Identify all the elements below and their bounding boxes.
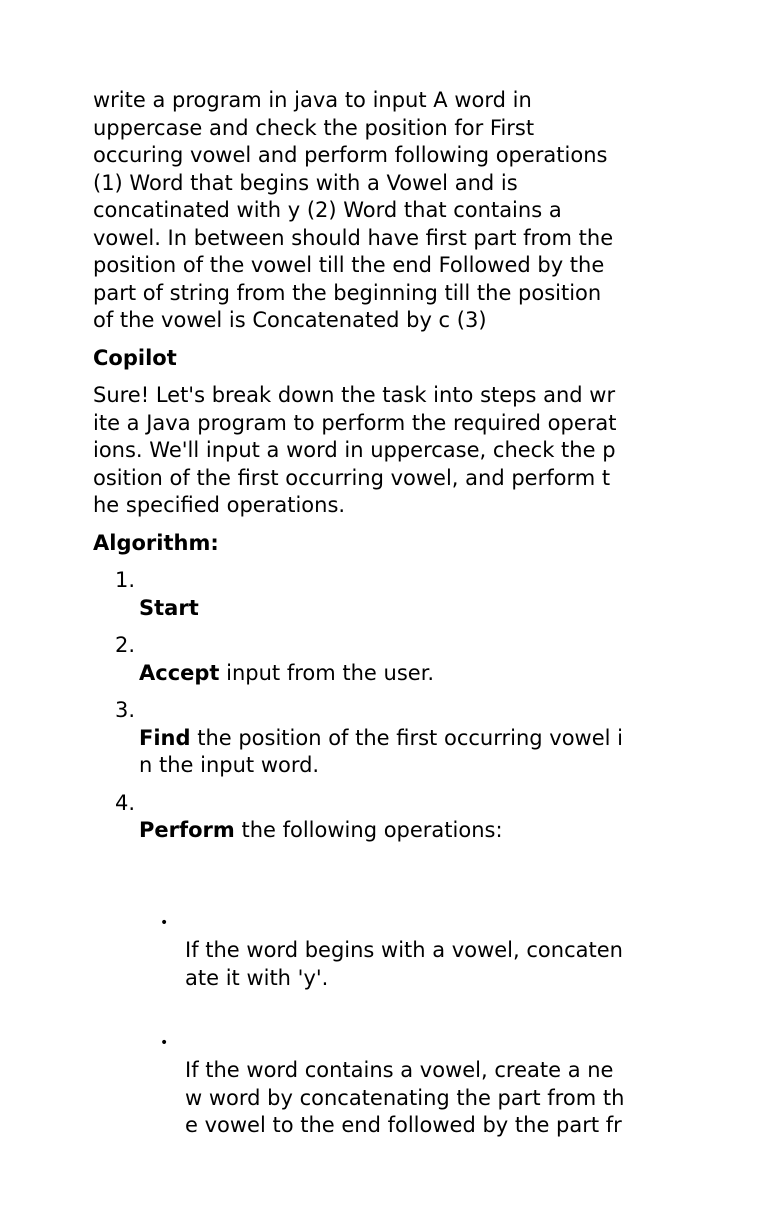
step-text: the following operations: xyxy=(234,818,503,842)
step-keyword: Find xyxy=(139,725,191,750)
step-text: input from the user. xyxy=(219,660,435,685)
step-keyword: Start xyxy=(139,595,199,620)
assistant-name: Copilot xyxy=(93,345,177,370)
bullet-icon: • xyxy=(160,914,169,931)
step-item xyxy=(93,790,678,1205)
list-item xyxy=(139,910,678,993)
step-item xyxy=(93,697,678,780)
intro-text: Sure! Let's break down the task into steps and wr ite a Java program to perform the required operat ions. We'll input a word in uppercase, check the p osition of the first occurring vowel, and perform t he specified operations. xyxy=(93,383,617,517)
step-keyword: Perform xyxy=(139,818,235,842)
question-text: write a program in java to input A word in uppercase and check the position for First occuring vowel and perform following operations (1) Word that begins with a Vowel and is concatinated with y (2) Word that contains a vowel. In between should have first part from the position of the vowel till the end Followed by the part of string from the beginning till the position of the vowel is Concatenated by c (3) xyxy=(93,88,614,332)
operations-list xyxy=(139,882,678,1177)
step-text: the position of the first occurring vowel i n the input word. xyxy=(139,725,623,777)
step-keyword: Accept xyxy=(139,660,220,685)
step-number: 2. xyxy=(115,633,136,657)
step-number: 3. xyxy=(115,698,136,722)
bullet-icon: • xyxy=(160,1034,169,1051)
algorithm-steps xyxy=(93,567,678,1205)
list-item xyxy=(139,1030,678,1140)
document-body xyxy=(93,87,678,1215)
step-number: 4. xyxy=(115,790,136,815)
operation-text: If the word begins with a vowel, concaten ate it with 'y'. xyxy=(185,938,623,990)
step-item xyxy=(93,632,678,687)
step-item xyxy=(93,567,678,622)
operation-text: If the word contains a vowel, create a ne w word by concatenating the part from th e vowel to the end followed by the part fr xyxy=(185,1058,625,1137)
step-number: 1. xyxy=(115,568,136,592)
algorithm-heading: Algorithm: xyxy=(93,530,219,555)
